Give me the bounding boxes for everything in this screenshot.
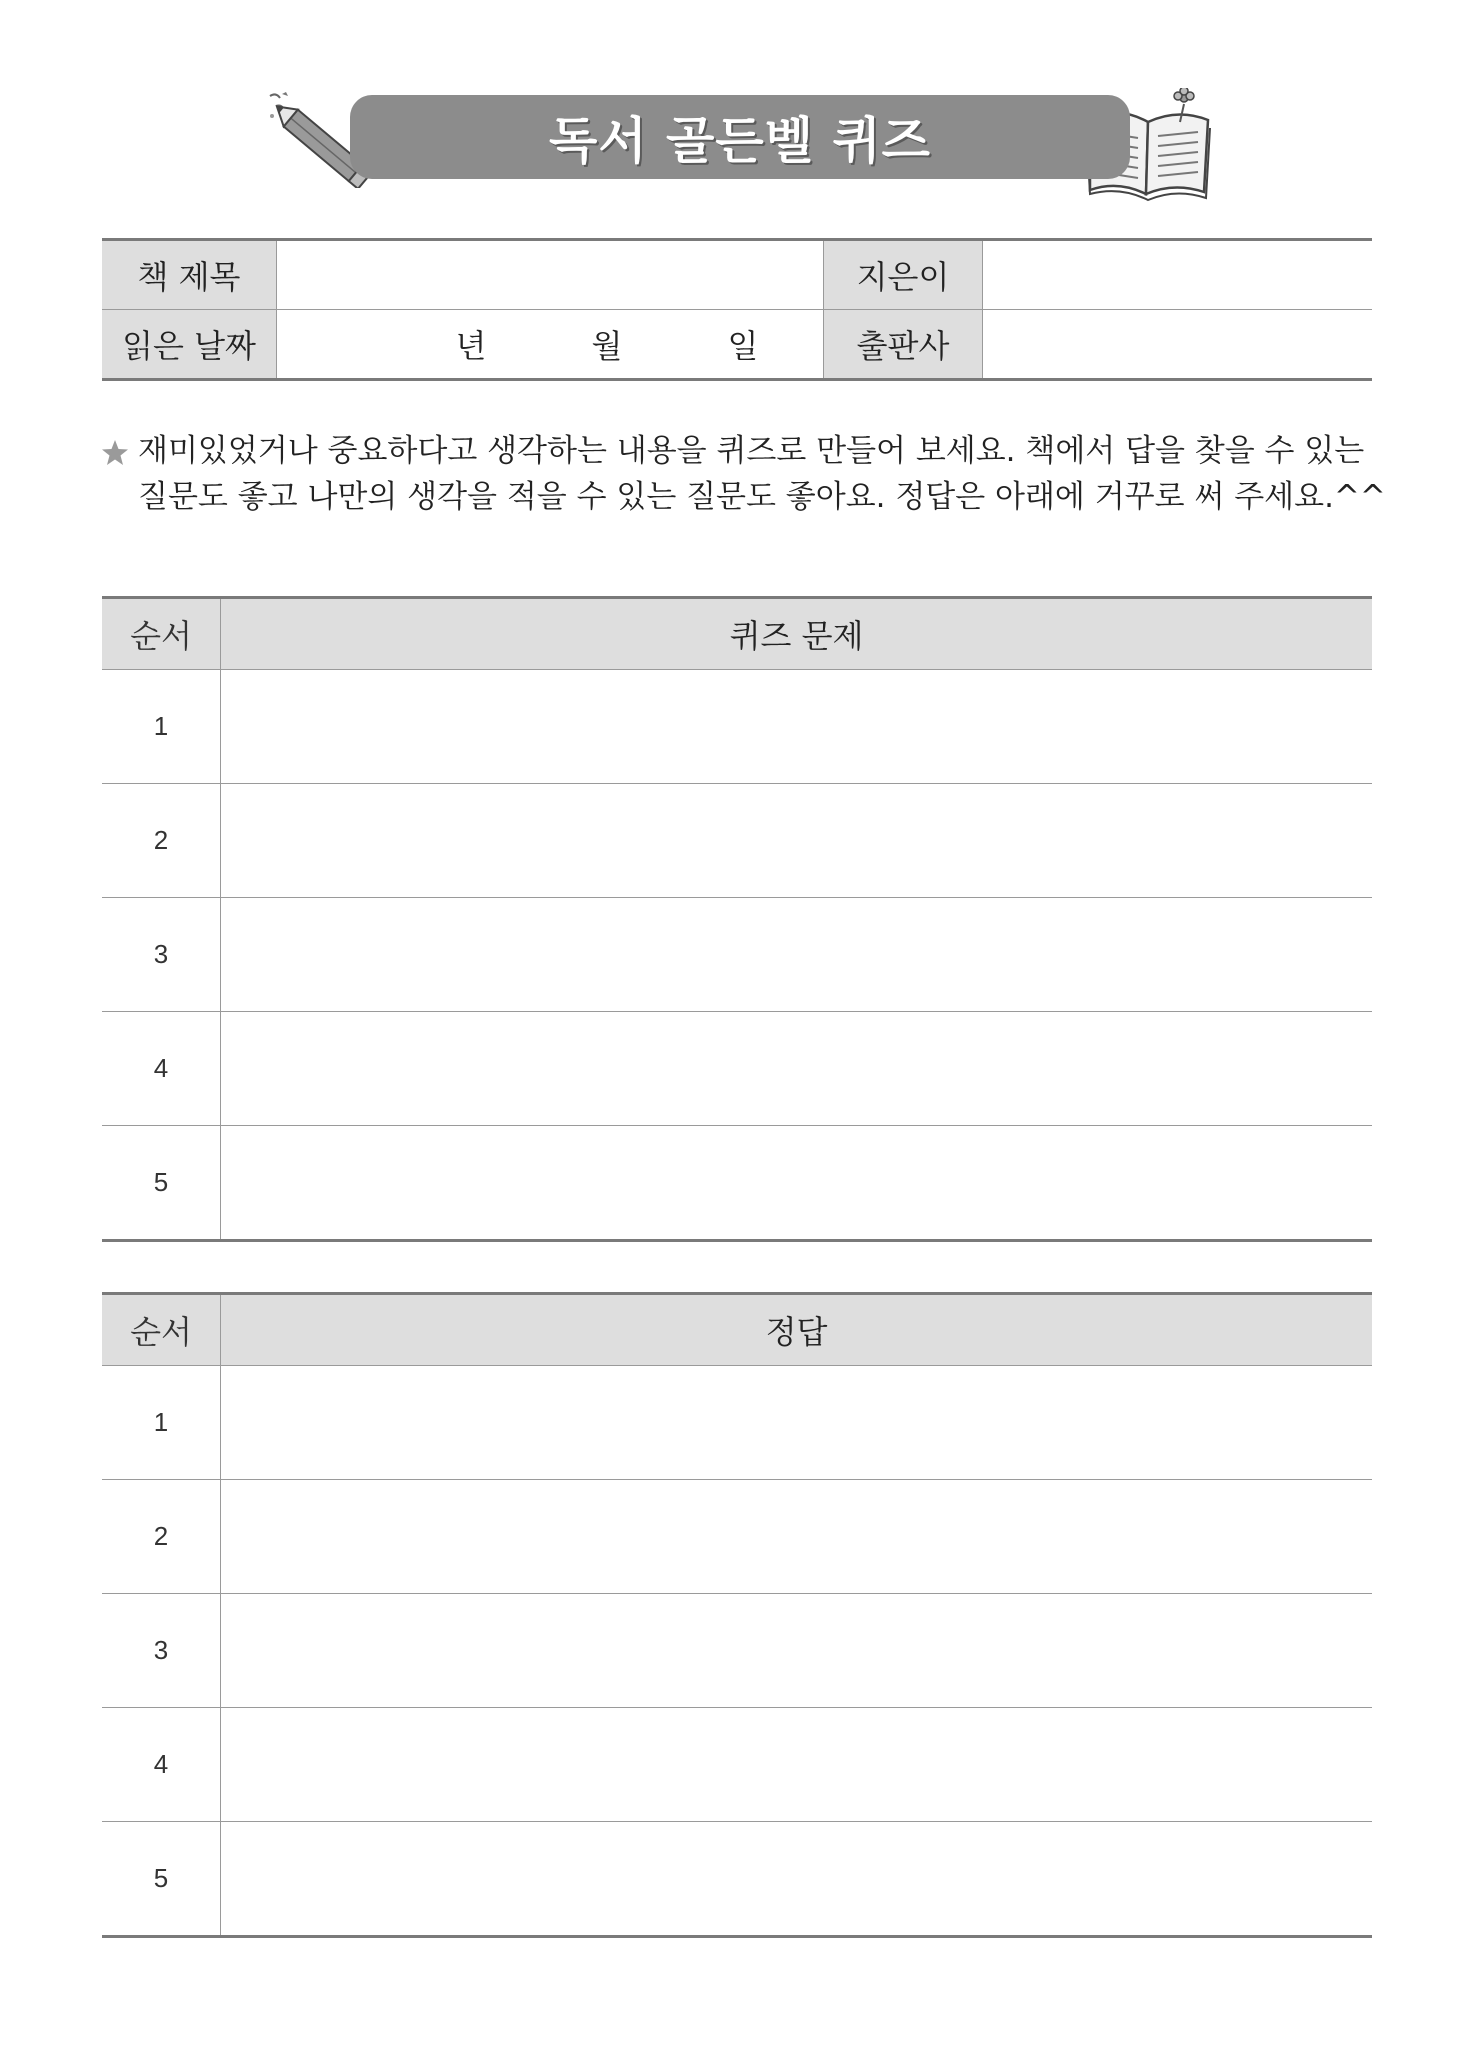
book-title-field[interactable]: [277, 240, 824, 310]
answer-row-number: 2: [102, 1480, 221, 1594]
quiz-row-number: 2: [102, 784, 221, 898]
answer-header-row: [102, 1294, 1372, 1366]
table-row: [102, 1594, 1372, 1708]
answer-field[interactable]: [221, 1822, 1373, 1937]
table-row: [102, 1708, 1372, 1822]
info-row-date: [102, 310, 1372, 380]
quiz-question-field[interactable]: [221, 670, 1373, 784]
table-row: [102, 1366, 1372, 1480]
answer-col-order: 순서: [102, 1294, 221, 1366]
star-icon: [100, 439, 130, 467]
date-day-label: 일: [727, 327, 759, 365]
answer-row-number: 1: [102, 1366, 221, 1480]
table-row: [102, 1480, 1372, 1594]
table-row: [102, 1822, 1372, 1937]
instruction-text: [100, 428, 1390, 520]
quiz-row-number: 4: [102, 1012, 221, 1126]
answer-row-number: 3: [102, 1594, 221, 1708]
quiz-row-number: 1: [102, 670, 221, 784]
answer-field[interactable]: [221, 1366, 1373, 1480]
answer-table: [102, 1292, 1372, 1938]
publisher-field[interactable]: [983, 310, 1373, 380]
instruction-line-1-text: 재미있었거나 중요하다고 생각하는 내용을 퀴즈로 만들어 보세요. 책에서 답을 찾을 수 있는: [138, 433, 1365, 469]
answer-field[interactable]: [221, 1480, 1373, 1594]
quiz-question-field[interactable]: [221, 1126, 1373, 1241]
table-row: [102, 1126, 1372, 1241]
answer-row-number: 4: [102, 1708, 221, 1822]
quiz-question-field[interactable]: [221, 1012, 1373, 1126]
quiz-question-field[interactable]: [221, 898, 1373, 1012]
table-row: [102, 670, 1372, 784]
quiz-row-number: 3: [102, 898, 221, 1012]
read-date-label: 읽은 날짜: [102, 310, 277, 380]
author-label: 지은이: [824, 240, 983, 310]
answer-field[interactable]: [221, 1594, 1373, 1708]
table-row: [102, 1012, 1372, 1126]
author-field[interactable]: [983, 240, 1373, 310]
book-info-table: [102, 238, 1372, 381]
book-title-label: 책 제목: [102, 240, 277, 310]
title-banner: [350, 95, 1130, 179]
table-row: [102, 898, 1372, 1012]
info-row-title: [102, 240, 1372, 310]
date-month-label: 월: [591, 327, 623, 365]
page-title: 독서 골든벨 퀴즈: [549, 112, 931, 170]
answer-row-number: 5: [102, 1822, 221, 1937]
answer-col-content: 정답: [221, 1294, 1373, 1366]
date-year-label: 년: [455, 327, 487, 365]
quiz-question-field[interactable]: [221, 784, 1373, 898]
quiz-table: [102, 596, 1372, 1242]
instruction-line-1: [100, 428, 1390, 474]
instruction-line-2: 질문도 좋고 나만의 생각을 적을 수 있는 질문도 좋아요. 정답은 아래에 거꾸로 써 주세요.^^: [138, 479, 1386, 515]
table-row: [102, 784, 1372, 898]
quiz-col-order: 순서: [102, 598, 221, 670]
publisher-label: 출판사: [824, 310, 983, 380]
quiz-col-content: 퀴즈 문제: [221, 598, 1373, 670]
quiz-header-row: [102, 598, 1372, 670]
answer-field[interactable]: [221, 1708, 1373, 1822]
quiz-row-number: 5: [102, 1126, 221, 1241]
read-date-field[interactable]: [277, 310, 824, 380]
